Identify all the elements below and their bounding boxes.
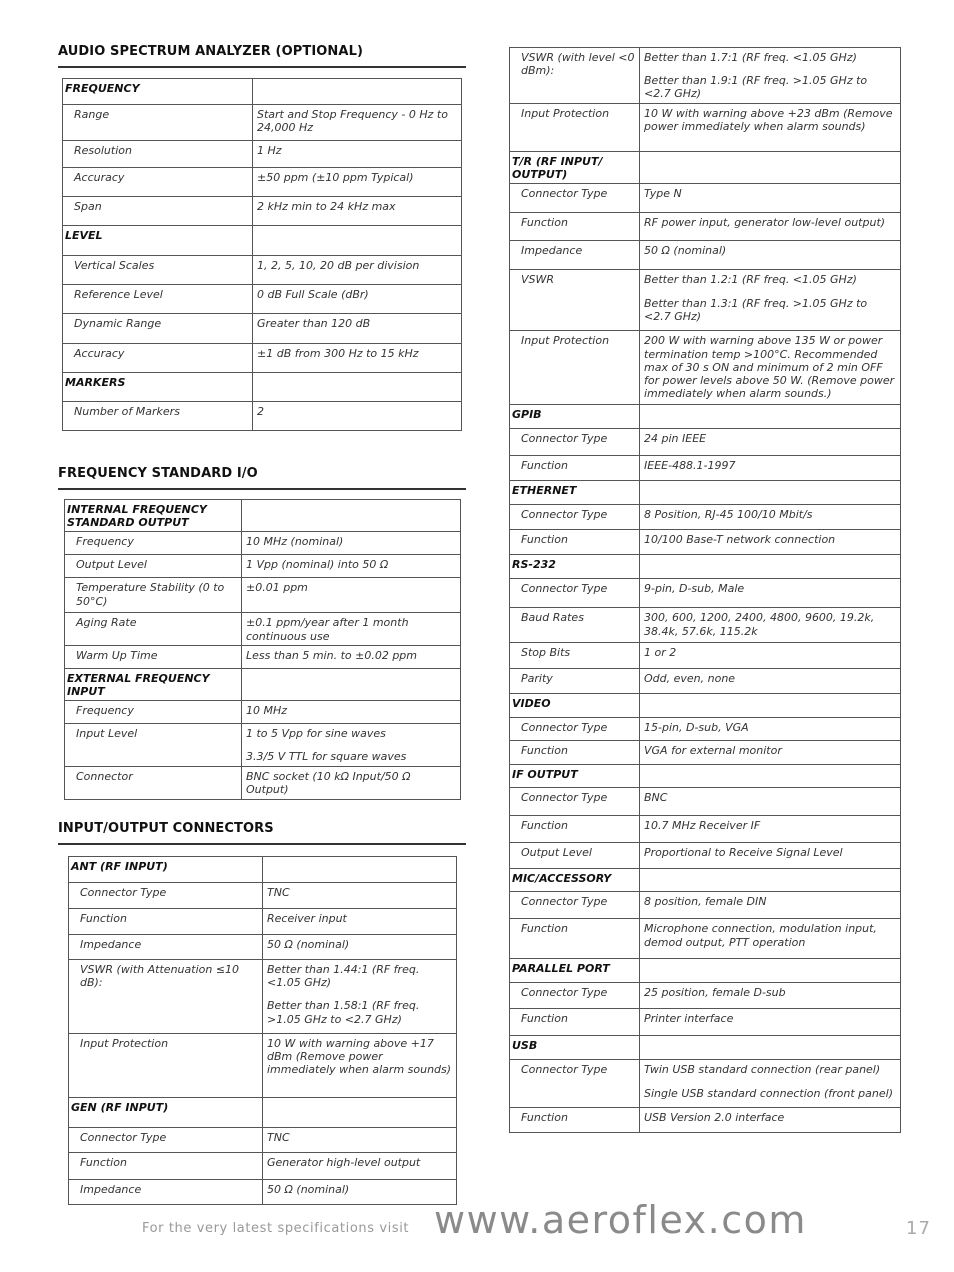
spec-value	[640, 983, 901, 1009]
spec-row	[65, 645, 461, 668]
spec-label: Input Level	[65, 724, 242, 766]
spec-row	[69, 935, 457, 960]
spec-row	[510, 718, 901, 741]
spec-label: Span	[63, 197, 253, 226]
spec-value-line: 8 Position, RJ-45 100/10 Mbit/s	[644, 508, 813, 522]
spec-label: VSWR	[510, 270, 640, 331]
spec-header-label: PARALLEL PORT	[510, 959, 640, 983]
spec-header-label: MIC/ACCESSORY	[510, 869, 640, 892]
spec-row	[63, 105, 462, 141]
spec-header-blank	[640, 405, 901, 429]
spec-value-line: 1 Vpp (nominal) into 50 Ω	[246, 558, 389, 572]
spec-value-line: Receiver input	[267, 912, 347, 925]
spec-section-header	[69, 857, 457, 883]
spec-row	[63, 402, 462, 431]
spec-value-line: ±50 ppm (±10 ppm Typical)	[257, 171, 414, 184]
spec-header-blank	[242, 500, 461, 532]
spec-row	[510, 669, 901, 694]
spec-value-line: Generator high-level output	[267, 1156, 421, 1169]
spec-header-blank	[253, 226, 462, 256]
spec-label: Frequency	[65, 701, 242, 724]
spec-row	[63, 197, 462, 226]
spec-section-header	[510, 765, 901, 788]
spec-header-blank	[253, 373, 462, 402]
spec-header-blank	[640, 481, 901, 505]
spec-row	[63, 344, 462, 373]
spec-value	[263, 1128, 457, 1153]
spec-header-label: IF OUTPUT	[510, 765, 640, 788]
spec-header-blank	[242, 668, 461, 700]
spec-value-line: 1 Hz	[257, 144, 282, 157]
spec-label: Impedance	[69, 1180, 263, 1205]
audio-spectrum-title: AUDIO SPECTRUM ANALYZER (OPTIONAL)	[58, 44, 363, 59]
spec-label: Impedance	[510, 241, 640, 270]
spec-value	[263, 1034, 457, 1098]
spec-value	[263, 909, 457, 935]
spec-header-blank	[640, 959, 901, 983]
spec-row	[510, 1108, 901, 1133]
spec-row	[510, 429, 901, 456]
spec-row	[510, 816, 901, 843]
spec-header-label: ETHERNET	[510, 481, 640, 505]
spec-row	[510, 892, 901, 919]
spec-label: Stop Bits	[510, 643, 640, 669]
spec-value	[640, 816, 901, 843]
spec-value-line: 10 MHz (nominal)	[246, 535, 344, 549]
spec-value	[253, 168, 462, 197]
spec-header-blank	[640, 869, 901, 892]
spec-value	[253, 256, 462, 285]
spec-value	[640, 579, 901, 608]
spec-section-header	[63, 373, 462, 402]
spec-section-header	[510, 405, 901, 429]
spec-section-header	[510, 869, 901, 892]
spec-row	[65, 701, 461, 724]
spec-header-label: GPIB	[510, 405, 640, 429]
section-rule	[58, 488, 466, 490]
spec-header-label: VIDEO	[510, 694, 640, 718]
spec-value-line: 15-pin, D-sub, VGA	[644, 721, 749, 735]
spec-value	[640, 1009, 901, 1036]
spec-value-line: 8 position, female DIN	[644, 895, 767, 909]
spec-value-line: Microphone connection, modulation input, demod output, PTT operation	[644, 922, 877, 949]
spec-row	[69, 1128, 457, 1153]
spec-value	[640, 104, 901, 152]
section-rule	[58, 843, 466, 845]
spec-value-line: 10/100 Base-T network connection	[644, 533, 836, 547]
spec-row	[510, 331, 901, 405]
spec-label: Connector Type	[69, 883, 263, 909]
footer-url-link[interactable]: www.aeroflex.com	[434, 1198, 807, 1242]
frequency-standard-table	[64, 499, 461, 800]
spec-value	[253, 344, 462, 373]
page-number: 17	[906, 1218, 931, 1239]
spec-label: Function	[510, 919, 640, 959]
spec-value	[640, 741, 901, 765]
spec-row	[65, 724, 461, 766]
spec-value	[253, 141, 462, 168]
spec-header-label: FREQUENCY	[63, 79, 253, 105]
spec-header-blank	[263, 857, 457, 883]
spec-value	[242, 555, 461, 578]
spec-value-line: 0 dB Full Scale (dBr)	[257, 288, 369, 301]
spec-label: Function	[510, 741, 640, 765]
spec-row	[63, 141, 462, 168]
spec-row	[510, 241, 901, 270]
spec-label: Impedance	[69, 935, 263, 960]
connectors-continued-table	[509, 47, 901, 1133]
spec-row	[510, 643, 901, 669]
spec-value-line: 10 W with warning above +23 dBm (Remove power immediately when alarm sounds)	[644, 107, 893, 134]
spec-value	[640, 1060, 901, 1108]
spec-label: Baud Rates	[510, 608, 640, 643]
spec-row	[510, 741, 901, 765]
spec-label: Connector Type	[510, 892, 640, 919]
spec-value-line: 200 W with warning above 135 W or power termination temp >100°C. Recommended max of 30 s ON and minimum of 2 min OFF for power levels above 50 W. (Remove power immediately when alarm sounds.)	[644, 334, 895, 401]
spec-value-line: 2 kHz min to 24 kHz max	[257, 200, 396, 213]
spec-value	[640, 919, 901, 959]
spec-value	[263, 1180, 457, 1205]
spec-header-blank	[263, 1098, 457, 1128]
spec-label: VSWR (with Attenuation ≤10 dB):	[69, 960, 263, 1034]
spec-value	[640, 241, 901, 270]
spec-header-blank	[253, 79, 462, 105]
spec-value	[640, 429, 901, 456]
spec-label: Connector Type	[510, 788, 640, 816]
spec-row	[65, 578, 461, 613]
spec-section-header	[69, 1098, 457, 1128]
io-connectors-title: INPUT/OUTPUT CONNECTORS	[58, 821, 274, 836]
spec-value	[253, 105, 462, 141]
spec-label: Function	[510, 1108, 640, 1133]
spec-value-line: ±0.1 ppm/year after 1 month continuous use	[246, 616, 409, 643]
spec-label: Accuracy	[63, 344, 253, 373]
spec-value-line: VGA for external monitor	[644, 744, 782, 758]
spec-row	[510, 843, 901, 869]
spec-value	[640, 643, 901, 669]
spec-value	[263, 1153, 457, 1180]
spec-row	[510, 530, 901, 555]
spec-row	[63, 314, 462, 344]
spec-value-line: Better than 1.3:1 (RF freq. >1.05 GHz to <2.7 GHz)	[644, 296, 868, 323]
spec-value-line: ±1 dB from 300 Hz to 15 kHz	[257, 347, 419, 360]
spec-label: Parity	[510, 669, 640, 694]
spec-value-line: Twin USB standard connection (rear panel)	[644, 1063, 881, 1077]
spec-label: Aging Rate	[65, 613, 242, 645]
spec-row	[510, 1009, 901, 1036]
spec-row	[510, 184, 901, 213]
spec-header-blank	[640, 152, 901, 184]
spec-label: Range	[63, 105, 253, 141]
spec-label: Connector Type	[510, 983, 640, 1009]
audio-spectrum-table	[62, 78, 462, 431]
spec-header-blank	[640, 694, 901, 718]
spec-row	[63, 168, 462, 197]
spec-section-header	[510, 555, 901, 579]
spec-row	[510, 579, 901, 608]
spec-section-header	[65, 500, 461, 532]
spec-header-label: USB	[510, 1036, 640, 1060]
spec-header-blank	[640, 555, 901, 579]
spec-label: Output Level	[65, 555, 242, 578]
spec-row	[510, 213, 901, 241]
spec-label: Connector Type	[69, 1128, 263, 1153]
spec-value	[242, 578, 461, 613]
spec-value-line: Start and Stop Frequency - 0 Hz to 24,000 Hz	[257, 108, 448, 135]
spec-label: Input Protection	[510, 331, 640, 405]
spec-value-line: 24 pin IEEE	[644, 432, 707, 446]
spec-label: Number of Markers	[63, 402, 253, 431]
spec-value	[640, 788, 901, 816]
spec-value	[242, 701, 461, 724]
spec-value	[253, 285, 462, 314]
spec-value	[253, 402, 462, 431]
spec-row	[69, 883, 457, 909]
spec-label: Frequency	[65, 532, 242, 555]
spec-value-line: 10 MHz	[246, 704, 288, 718]
spec-row	[510, 608, 901, 643]
spec-value	[242, 724, 461, 766]
spec-row	[510, 48, 901, 104]
spec-label: Connector	[65, 766, 242, 799]
spec-header-label: EXTERNAL FREQUENCY INPUT	[65, 668, 242, 700]
spec-value-line: RF power input, generator low-level output)	[644, 216, 886, 230]
spec-value-line: TNC	[267, 886, 290, 899]
spec-label: Input Protection	[510, 104, 640, 152]
spec-value-line: Less than 5 min. to ±0.02 ppm	[246, 648, 418, 662]
spec-value-line: Printer interface	[644, 1012, 734, 1026]
spec-label: Function	[510, 213, 640, 241]
spec-value	[640, 184, 901, 213]
spec-label: Accuracy	[63, 168, 253, 197]
spec-value-line: Better than 1.2:1 (RF freq. <1.05 GHz)	[644, 273, 857, 287]
spec-label: Function	[69, 909, 263, 935]
spec-row	[65, 532, 461, 555]
footer-visit-text: For the very latest specifications visit	[142, 1221, 410, 1236]
spec-row	[69, 1153, 457, 1180]
spec-value	[640, 270, 901, 331]
spec-value-line: 10.7 MHz Receiver IF	[644, 819, 761, 833]
spec-row	[510, 270, 901, 331]
spec-value	[640, 530, 901, 555]
spec-section-header	[510, 152, 901, 184]
spec-value	[640, 213, 901, 241]
spec-value-line: Better than 1.58:1 (RF freq. >1.05 GHz to <2.7 GHz)	[267, 999, 420, 1026]
spec-row	[69, 960, 457, 1034]
spec-value-line: 10 W with warning above +17 dBm (Remove power immediately when alarm sounds)	[267, 1037, 452, 1077]
spec-value-line: USB Version 2.0 interface	[644, 1111, 785, 1125]
spec-row	[510, 919, 901, 959]
spec-header-label: T/R (RF INPUT/ OUTPUT)	[510, 152, 640, 184]
spec-value	[253, 314, 462, 344]
spec-row	[510, 505, 901, 530]
spec-value	[640, 505, 901, 530]
spec-row	[510, 1060, 901, 1108]
spec-value	[242, 532, 461, 555]
spec-row	[510, 456, 901, 481]
spec-value-line: Better than 1.44:1 (RF freq. <1.05 GHz)	[267, 963, 420, 990]
spec-value-line: 2	[257, 405, 264, 418]
spec-value-line: BNC	[644, 791, 668, 805]
spec-value-line: TNC	[267, 1131, 290, 1144]
spec-value-line: Greater than 120 dB	[257, 317, 371, 330]
section-rule	[58, 66, 466, 68]
spec-value	[640, 456, 901, 481]
spec-value-line: 9-pin, D-sub, Male	[644, 582, 745, 596]
spec-section-header	[510, 481, 901, 505]
spec-label: Reference Level	[63, 285, 253, 314]
spec-value-line: 3.3/5 V TTL for square waves	[246, 750, 407, 764]
spec-value-line: 1 to 5 Vpp for sine waves	[246, 727, 386, 741]
spec-section-header	[63, 79, 462, 105]
spec-value-line: 1, 2, 5, 10, 20 dB per division	[257, 259, 420, 272]
spec-label: Function	[510, 1009, 640, 1036]
spec-value-line: 50 Ω (nominal)	[267, 1183, 350, 1196]
spec-value-line: Better than 1.9:1 (RF freq. >1.05 GHz to <2.7 GHz)	[644, 74, 868, 101]
spec-value	[263, 883, 457, 909]
spec-value-line: ±0.01 ppm	[246, 581, 308, 595]
spec-section-header	[65, 668, 461, 700]
spec-label: Output Level	[510, 843, 640, 869]
spec-value	[640, 669, 901, 694]
spec-value-line: Better than 1.7:1 (RF freq. <1.05 GHz)	[644, 51, 857, 64]
spec-label: Connector Type	[510, 429, 640, 456]
spec-value-line: 50 Ω (nominal)	[644, 244, 727, 258]
spec-value	[640, 608, 901, 643]
spec-value-line: IEEE-488.1-1997	[644, 459, 736, 473]
spec-row	[65, 613, 461, 645]
spec-value-line: Proportional to Receive Signal Level	[644, 846, 843, 860]
spec-label: Function	[510, 456, 640, 481]
spec-label: Input Protection	[69, 1034, 263, 1098]
spec-value	[640, 331, 901, 405]
spec-value-line: 25 position, female D-sub	[644, 986, 786, 1000]
spec-label: Connector Type	[510, 505, 640, 530]
spec-header-blank	[640, 1036, 901, 1060]
spec-header-label: INTERNAL FREQUENCY STANDARD OUTPUT	[65, 500, 242, 532]
spec-row	[65, 766, 461, 799]
spec-label: Temperature Stability (0 to 50°C)	[65, 578, 242, 613]
spec-header-label: RS-232	[510, 555, 640, 579]
spec-label: Vertical Scales	[63, 256, 253, 285]
spec-value	[253, 197, 462, 226]
spec-header-label: LEVEL	[63, 226, 253, 256]
spec-section-header	[510, 959, 901, 983]
spec-value	[242, 766, 461, 799]
spec-label: Connector Type	[510, 718, 640, 741]
spec-value	[640, 1108, 901, 1133]
spec-label: Function	[69, 1153, 263, 1180]
spec-value-line: 1 or 2	[644, 646, 677, 660]
spec-value-line: 50 Ω (nominal)	[267, 938, 350, 951]
spec-header-label: ANT (RF INPUT)	[69, 857, 263, 883]
spec-row	[63, 285, 462, 314]
spec-row	[63, 256, 462, 285]
spec-value	[242, 645, 461, 668]
spec-section-header	[510, 1036, 901, 1060]
spec-row	[65, 555, 461, 578]
spec-row	[69, 1180, 457, 1205]
io-connectors-table	[68, 856, 457, 1205]
spec-label: Connector Type	[510, 579, 640, 608]
spec-header-label: MARKERS	[63, 373, 253, 402]
spec-row	[510, 788, 901, 816]
spec-value-line: Single USB standard connection (front panel)	[644, 1086, 893, 1100]
spec-value	[640, 892, 901, 919]
spec-value-line: Odd, even, none	[644, 672, 736, 686]
spec-label: VSWR (with level <0 dBm):	[510, 48, 640, 104]
spec-row	[69, 1034, 457, 1098]
spec-row	[69, 909, 457, 935]
spec-label: Connector Type	[510, 184, 640, 213]
spec-label: Connector Type	[510, 1060, 640, 1108]
spec-header-label: GEN (RF INPUT)	[69, 1098, 263, 1128]
spec-value	[640, 48, 901, 104]
frequency-standard-title: FREQUENCY STANDARD I/O	[58, 466, 258, 481]
spec-label: Warm Up Time	[65, 645, 242, 668]
spec-header-blank	[640, 765, 901, 788]
spec-label: Function	[510, 530, 640, 555]
spec-row	[510, 983, 901, 1009]
spec-value-line: BNC socket (10 kΩ Input/50 Ω Output)	[246, 769, 411, 796]
spec-value	[242, 613, 461, 645]
spec-section-header	[63, 226, 462, 256]
spec-row	[510, 104, 901, 152]
spec-label: Function	[510, 816, 640, 843]
spec-value	[640, 718, 901, 741]
spec-value	[263, 960, 457, 1034]
spec-label: Resolution	[63, 141, 253, 168]
spec-value	[263, 935, 457, 960]
spec-value-line: 300, 600, 1200, 2400, 4800, 9600, 19.2k, 38.4k, 57.6k, 115.2k	[644, 611, 875, 638]
spec-value-line: Type N	[644, 187, 682, 201]
spec-section-header	[510, 694, 901, 718]
spec-value	[640, 843, 901, 869]
spec-label: Dynamic Range	[63, 314, 253, 344]
